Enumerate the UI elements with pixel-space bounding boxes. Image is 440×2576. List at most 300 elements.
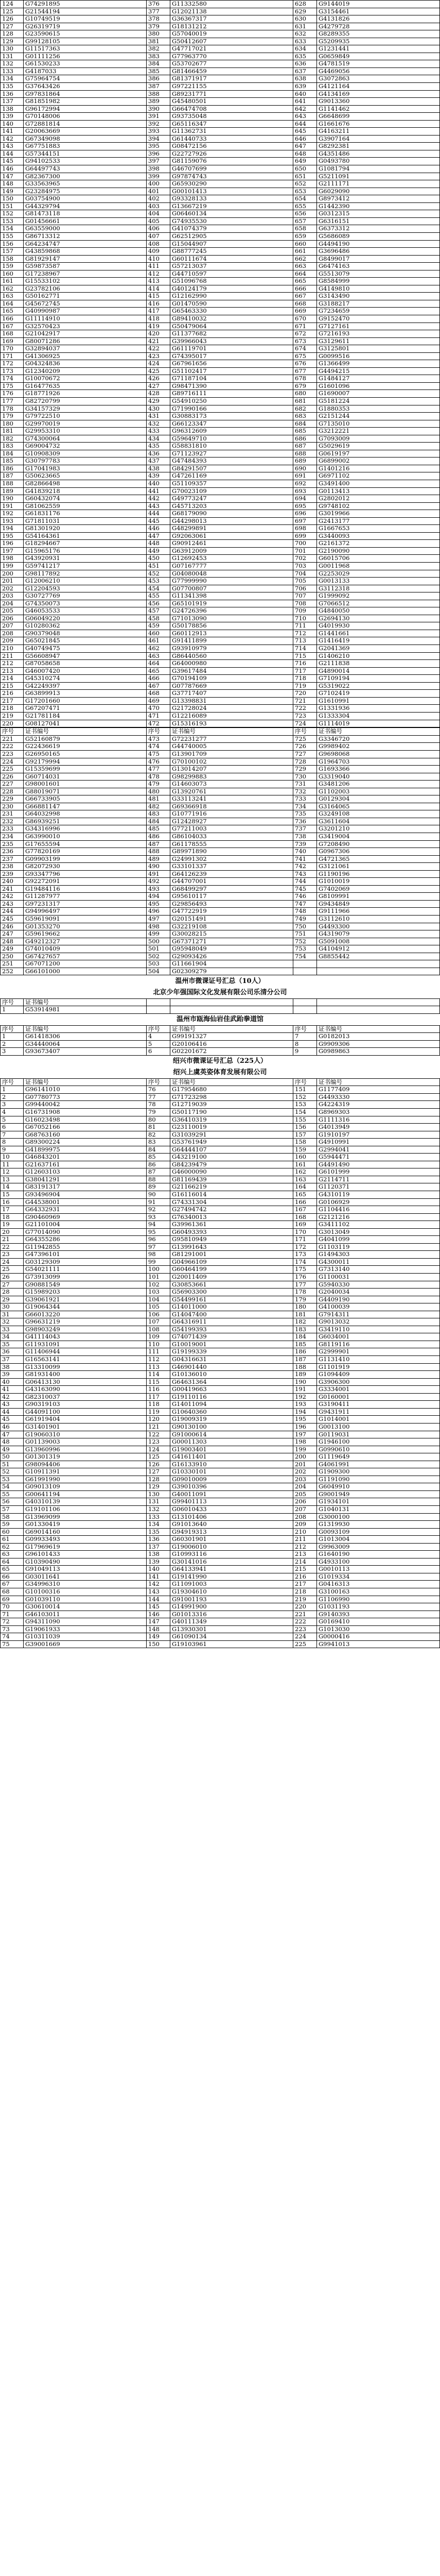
certificate-cell: G69014160 [24,1529,147,1536]
serial-cell: 713 [293,637,317,645]
serial-cell: 712 [293,630,317,637]
certificate-cell: G01301319 [24,1453,147,1461]
table-row [0,330,440,338]
serial-cell: 636 [293,60,317,67]
certificate-cell: G41074379 [170,225,293,232]
certificate-cell: G47722919 [170,908,293,915]
table-row [0,413,440,420]
serial-cell: 423 [147,353,170,360]
serial-cell: 57 [0,1506,24,1513]
certificate-cell: G7402069 [317,886,440,893]
certificate-cell: G9152470 [317,315,440,323]
certificate-cell: G1114019 [317,720,440,727]
serial-cell: 198 [293,1438,317,1446]
certificate-cell: G6049910 [317,1483,440,1490]
certificate-cell: G9013360 [317,98,440,105]
certificate-cell: G7135010 [317,420,440,428]
serial-cell: 252 [0,968,24,975]
serial-cell: 212 [0,660,24,667]
certificate-cell: G39010396 [170,1483,293,1490]
table-row [0,1588,440,1596]
certificate-cell [170,999,293,1006]
serial-cell: 166 [0,315,24,323]
serial-cell: 109 [147,1333,170,1341]
serial-cell: 383 [147,53,170,60]
certificate-cell: G50623665 [24,472,147,480]
serial-cell: 55 [0,1491,24,1498]
serial-cell: 736 [293,818,317,825]
certificate-cell: G2040034 [317,1289,440,1296]
certificate-cell: G19061933 [24,1626,147,1633]
certificate-cell: G2413177 [317,518,440,525]
certificate-cell: G9013032 [317,1318,440,1326]
table-row [0,653,440,660]
certificate-cell: G4319079 [317,930,440,938]
certificate-cell: G4134169 [317,91,440,98]
serial-cell: 1 [0,1033,24,1040]
serial-cell: 3 [0,1101,24,1108]
table-row [0,293,440,300]
serial-cell: 121 [147,1423,170,1431]
serial-cell: 175 [0,383,24,390]
serial-cell: 689 [293,457,317,465]
serial-cell: 182 [0,435,24,443]
certificate-cell: G61090134 [170,1633,293,1640]
serial-cell: 188 [293,1364,317,1371]
table-row [0,1641,440,1649]
serial-cell: 399 [147,173,170,180]
table-row [0,1251,440,1259]
certificate-cell: G32894037 [24,345,147,352]
serial-cell: 90 [147,1191,170,1198]
serial-cell: 165 [0,308,24,315]
serial-cell: 742 [293,863,317,870]
serial-cell: 43 [0,1401,24,1408]
serial-cell: 133 [147,1514,170,1521]
serial-cell: 174 [293,1259,317,1266]
serial-cell: 488 [147,848,170,855]
serial-cell: 396 [147,150,170,158]
table-row [0,953,440,961]
certificate-cell: G13960996 [24,1446,147,1453]
certificate-cell: G82866498 [24,480,147,487]
serial-cell: 229 [0,795,24,803]
certificate-cell: G94102533 [24,158,147,165]
certificate-cell: G02201672 [170,1048,293,1055]
certificate-cell: G66123347 [170,420,293,428]
serial-cell [293,968,317,975]
certificate-cell: G7093009 [317,435,440,443]
serial-cell: 191 [0,503,24,510]
certificate-cell: G2041369 [317,645,440,652]
serial-cell: 157 [293,1131,317,1139]
serial-cell: 724 [293,720,317,727]
certificate-cell: G4494215 [317,368,440,375]
certificate-cell: G60714031 [24,773,147,781]
certificate-cell: G4493300 [317,923,440,930]
certificate-cell: G71187104 [170,375,293,382]
serial-cell: 486 [147,833,170,840]
table-row [0,871,440,878]
table-row [0,38,440,46]
certificate-cell: G65463330 [170,308,293,315]
table-row [0,398,440,405]
certificate-cell: G1333304 [317,713,440,720]
table-row [0,886,440,893]
serial-cell: 737 [293,825,317,833]
serial-cell: 165 [293,1191,317,1198]
table-row [0,180,440,188]
serial-cell: 73 [0,1626,24,1633]
serial-cell: 638 [293,75,317,82]
certificate-cell: G60493393 [170,1229,293,1236]
serial-cell: 674 [293,345,317,352]
serial-cell: 195 [0,533,24,540]
certificate-cell: G64355286 [24,1236,147,1243]
certificate-cell: G1319930 [317,1521,440,1528]
table-row [0,878,440,886]
certificate-cell: G81291001 [170,1251,293,1258]
serial-cell: 693 [293,488,317,495]
serial-cell: 395 [147,143,170,150]
serial-cell: 498 [147,923,170,930]
serial-cell: 648 [293,150,317,158]
certificate-cell: G6034001 [317,1333,440,1341]
certificate-cell: G18294667 [24,540,147,547]
certificate-cell: G9941013 [317,1641,440,1648]
table-row [0,443,440,450]
serial-cell: 386 [147,75,170,82]
certificate-cell: G15316193 [170,720,293,727]
serial-cell: 152 [293,1094,317,1101]
certificate-cell: G39961361 [170,1221,293,1228]
serial-cell: 226 [0,773,24,781]
certificate-cell: G23782106 [24,285,147,293]
certificate-cell: G07787669 [170,683,293,690]
serial-cell: 206 [293,1498,317,1505]
certificate-cell: G71811031 [24,518,147,525]
certificate-cell: G81169439 [170,1176,293,1183]
table-row [0,1514,440,1521]
certificate-cell: G2151244 [317,413,440,420]
certificate-cell: G4491490 [317,1161,440,1168]
table-row [0,15,440,23]
table-row [0,405,440,413]
serial-cell: 70 [0,1603,24,1611]
serial-cell: 33 [0,1326,24,1333]
certificate-cell: G11332580 [170,1,293,8]
serial-cell: 42 [0,1394,24,1401]
certificate-cell [170,1006,293,1013]
table-row [0,1341,440,1349]
certificate-cell: G4494190 [317,241,440,248]
serial-cell: 188 [0,480,24,487]
serial-cell: 231 [0,810,24,818]
certificate-cell: G94919313 [170,1529,293,1536]
certificate-cell: G53914981 [24,1006,147,1013]
certificate-cell: G12162990 [170,293,293,300]
table-row [0,53,440,61]
serial-cell: 97 [147,1244,170,1251]
serial-cell: 425 [147,368,170,375]
certificate-cell: G7066512 [317,600,440,607]
serial-cell: 211 [0,653,24,660]
certificate-cell: G64234747 [24,241,147,248]
certificate-cell: G1910197 [317,1131,440,1139]
certificate-cell: G59741217 [24,563,147,570]
table-row [0,1394,440,1401]
certificate-cell: G1013030 [317,1626,440,1633]
serial-cell: 751 [293,930,317,938]
serial-cell: 130 [147,1491,170,1498]
serial-cell: 655 [293,203,317,210]
serial-cell: 193 [293,1401,317,1408]
certificate-cell: G3611604 [317,818,440,825]
certificate-cell: G0160001 [317,1394,440,1401]
serial-cell: 124 [147,1446,170,1453]
table-row [0,1109,440,1116]
serial-cell: 130 [0,45,24,53]
certificate-cell: G43920931 [24,555,147,562]
table-row [0,495,440,503]
certificate-cell: G52160879 [24,736,147,743]
table-row [0,1086,440,1094]
certificate-cell: G5940330 [317,1281,440,1289]
certificate-cell: G64497743 [24,165,147,173]
certificate-cell: G00641194 [24,1491,147,1498]
serial-cell: 30 [0,1303,24,1311]
certificate-cell: G00011303 [170,1438,293,1446]
serial-cell: 463 [147,653,170,660]
serial-cell: 125 [147,1453,170,1461]
table-row [0,1379,440,1386]
certificate-cell: G10390490 [24,1558,147,1566]
certificate-cell: G13310099 [24,1364,147,1371]
certificate-cell: G30883173 [170,413,293,420]
serial-cell: 456 [147,600,170,607]
certificate-cell: G45310274 [24,675,147,682]
serial-cell: 20 [0,1229,24,1236]
serial-cell: 630 [293,15,317,23]
serial-cell: 667 [293,293,317,300]
certificate-cell: G3481206 [317,781,440,788]
certificate-cell: G8292381 [317,143,440,150]
certificate-cell: G1401216 [317,465,440,472]
certificate-cell: G81929147 [24,256,147,263]
serial-cell: 408 [147,241,170,248]
serial-cell: 381 [147,38,170,45]
certificate-cell: G20151491 [170,916,293,923]
table-row [0,1281,440,1289]
serial-cell: 236 [0,848,24,855]
serial-cell: 225 [293,1641,317,1648]
table-row [0,705,440,713]
certificate-cell: G40310139 [24,1498,147,1505]
certificate-cell: G00101413 [170,188,293,195]
certificate-cell: G86104033 [170,833,293,840]
serial-cell: 209 [293,1521,317,1528]
certificate-cell: G10311039 [24,1633,147,1640]
table-row [0,1131,440,1139]
certificate-cell: G74331304 [170,1199,293,1206]
certificate-cell: G90460969 [24,1214,147,1221]
certificate-cell: G50412607 [170,38,293,45]
certificate-cell: G77014090 [24,1229,147,1236]
certificate-cell: G0416313 [317,1581,440,1588]
table-row [0,218,440,226]
serial-cell: 631 [293,23,317,30]
serial-cell: 199 [293,1446,317,1453]
certificate-cell: G44329794 [24,203,147,210]
certificate-cell: G8973412 [317,195,440,202]
certificate-cell: G1094409 [317,1371,440,1378]
serial-cell: 743 [293,871,317,878]
certificate-cell: G15359699 [24,766,147,773]
certificate-cell: G3212221 [317,428,440,435]
serial-cell: 731 [293,781,317,788]
header-row [0,1079,440,1087]
serial-cell: 222 [293,1618,317,1625]
serial-cell: 186 [0,465,24,472]
certificate-cell: G84291507 [170,465,293,472]
certificate-cell: G00419663 [170,1386,293,1393]
serial-cell: 685 [293,428,317,435]
serial-cell: 393 [147,128,170,135]
certificate-cell: G73913099 [24,1274,147,1281]
serial-cell: 247 [0,930,24,938]
serial-cell: 142 [0,135,24,143]
certificate-cell: G13969099 [24,1514,147,1521]
certificate-cell: G45672745 [24,300,147,308]
certificate-cell: G08472156 [170,143,293,150]
table-row [0,916,440,923]
certificate-cell: G1120371 [317,1183,440,1191]
table-row [0,810,440,818]
serial-cell: 126 [0,15,24,23]
serial-cell: 131 [0,53,24,60]
table-row [0,488,440,496]
serial-cell: 658 [293,225,317,232]
serial-cell: 666 [293,285,317,293]
serial-cell: 245 [0,916,24,923]
certificate-cell: G9140393 [317,1611,440,1618]
serial-cell: 479 [147,781,170,788]
table-row [0,1446,440,1454]
serial-cell: 418 [147,315,170,323]
serial-cell: 187 [293,1356,317,1363]
certificate-cell: G7914311 [317,1311,440,1318]
serial-cell: 421 [147,338,170,345]
header-row [0,999,440,1007]
serial-cell: 187 [0,472,24,480]
certificate-cell: G01039110 [24,1596,147,1603]
serial-cell: 424 [147,360,170,367]
table-row [0,1356,440,1364]
certificate-cell: G6015706 [317,555,440,562]
serial-cell: 71 [0,1611,24,1618]
serial-cell: 51 [0,1461,24,1468]
serial-cell: 41 [0,1386,24,1393]
table-row [0,1348,440,1356]
serial-cell: 635 [293,53,317,60]
certificate-cell: G4163211 [317,128,440,135]
certificate-cell: G41611401 [170,1453,293,1461]
serial-cell: 104 [147,1296,170,1303]
certificate-cell: G46000090 [170,1168,293,1176]
serial-cell: 136 [0,91,24,98]
certificate-cell: G64444107 [170,1146,293,1154]
table-row [0,938,440,946]
serial-cell: 159 [293,1146,317,1154]
serial-cell: 119 [147,1409,170,1416]
serial-cell: 156 [293,1124,317,1131]
certificate-cell: G40990987 [24,308,147,315]
table-row [0,1161,440,1169]
table-row [0,300,440,308]
table-row [0,901,440,908]
table-row [0,45,440,53]
serial-cell: 476 [147,758,170,766]
table-row [0,1364,440,1371]
serial-cell: 671 [293,323,317,330]
serial-cell: 13 [0,1176,24,1183]
serial-cell: 639 [293,83,317,90]
table-row [0,278,440,285]
certificate-cell: G17238967 [24,270,147,278]
certificate-cell: G1119649 [317,1453,440,1461]
certificate-cell: G13930301 [170,1626,293,1633]
certificate-cell: G91013640 [170,1521,293,1528]
serial-cell: 460 [147,630,170,637]
certificate-cell: G1177409 [317,1086,440,1093]
serial-cell: 17 [0,1206,24,1213]
certificate-cell: G39966043 [170,338,293,345]
serial-cell: 657 [293,218,317,225]
table-row [0,428,440,435]
certificate-cell: G04324836 [24,360,147,367]
certificate-cell: G1106990 [317,1596,440,1603]
serial-cell: 503 [147,960,170,968]
certificate-cell: G19199339 [170,1348,293,1355]
certificate-cell: G48299891 [170,525,293,532]
table-row [0,1101,440,1109]
serial-cell: 429 [147,398,170,405]
table-row [0,1566,440,1573]
certificate-cell: G40011091 [170,1491,293,1498]
table-row [0,1199,440,1207]
table-row [0,856,440,863]
certificate-cell: G12006210 [24,578,147,585]
certificate-cell: G7109194 [317,675,440,682]
serial-cell: 428 [147,390,170,397]
serial-cell: 465 [147,668,170,675]
certificate-cell: G43163090 [24,1386,147,1393]
certificate-cell: G82072930 [24,863,147,870]
serial-cell: 178 [293,1289,317,1296]
serial-cell: 201 [293,1461,317,1468]
certificate-cell: G20063669 [24,128,147,135]
certificate-cell: G6029090 [317,188,440,195]
section-subtitle: 北京少年强国际文化发展有限公司乐清分公司 [153,988,287,996]
certificate-cell: G50479064 [170,323,293,330]
serial-cell: 132 [0,60,24,67]
serial-cell: 220 [0,720,24,727]
serial-cell: 482 [147,803,170,810]
serial-cell: 122 [147,1431,170,1438]
serial-cell: 172 [293,1244,317,1251]
table-row [0,1229,440,1236]
serial-cell: 217 [0,698,24,705]
